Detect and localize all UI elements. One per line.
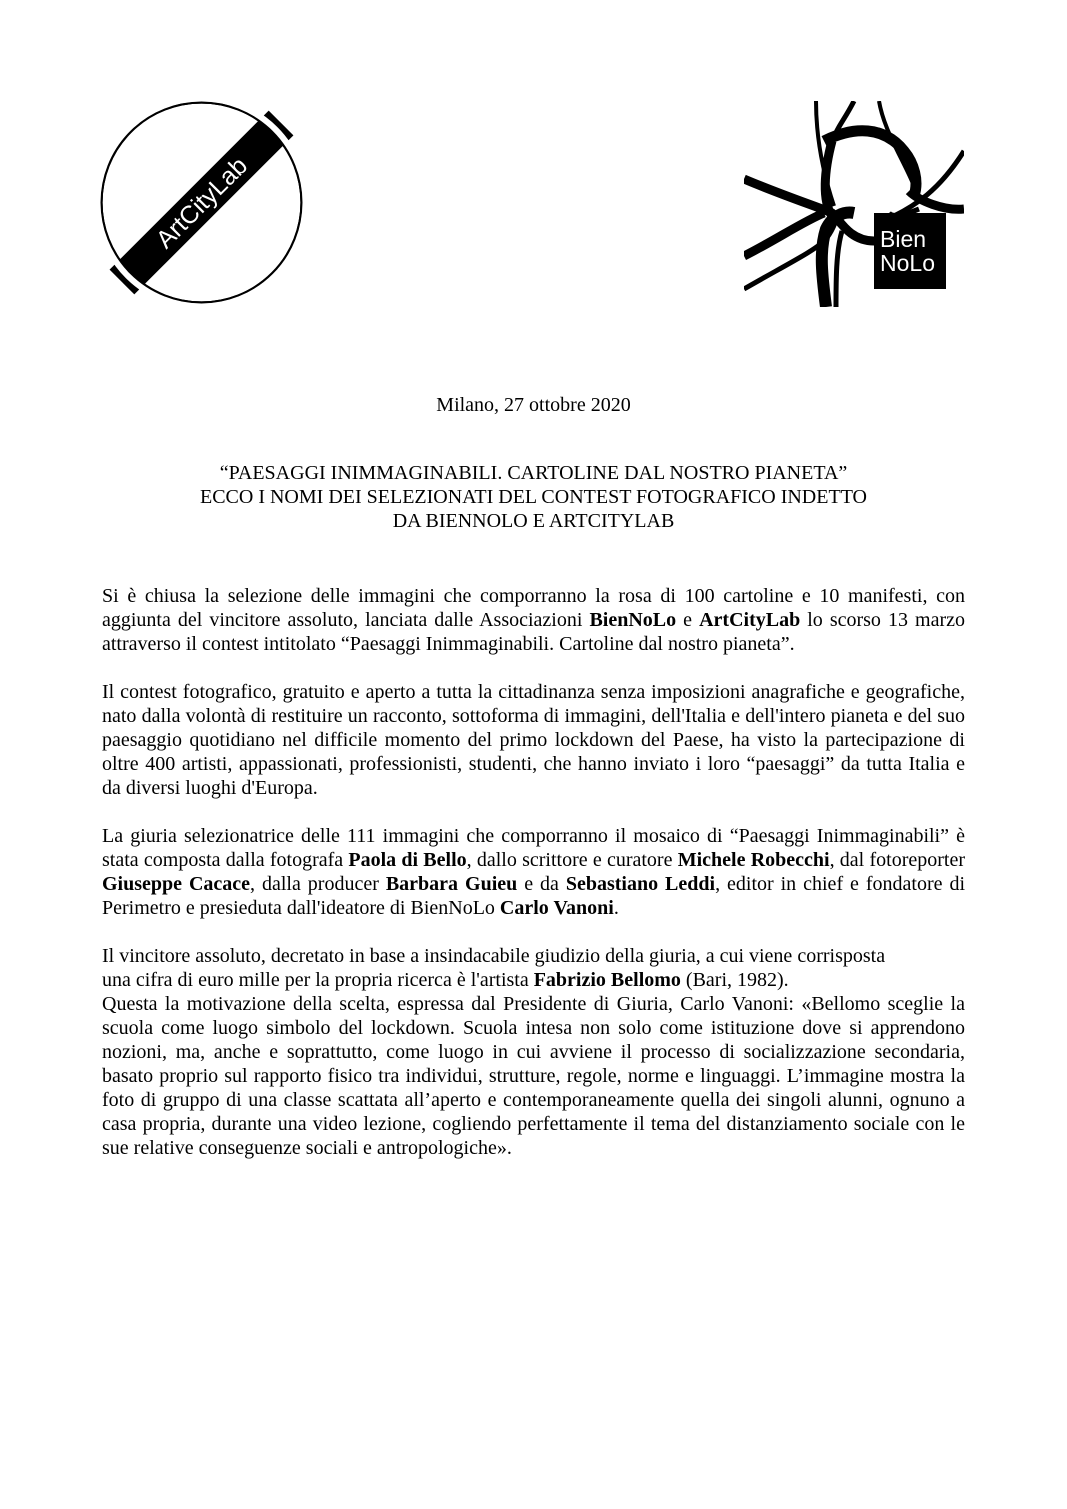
text-span: lo scorso 13 marzo attraverso il contest intitolato “Paesaggi Inimmaginabili. Cartoline dal nostro pianeta”. (102, 609, 965, 655)
paragraph-3 (102, 824, 965, 920)
bold-name: Giuseppe Cacace (102, 873, 251, 895)
text-span: una cifra di euro mille per la propria ricerca è l'artista (102, 969, 534, 991)
text-span: , dal fotoreporter (829, 849, 965, 871)
headline-line-3: DA BIENNOLO E ARTCITYLAB (392, 510, 675, 532)
text-span: e (676, 609, 700, 631)
text-span: e da (517, 873, 566, 895)
biennolo-logo (744, 101, 964, 307)
text-span: , dalla producer (250, 873, 386, 895)
bold-name: BienNoLo (589, 609, 677, 631)
biennolo-badge-text-line2: NoLo (880, 250, 935, 276)
artcitylab-logo (99, 100, 304, 305)
paragraph-2: Il contest fotografico, gratuito e aperto a tutta la cittadinanza senza imposizioni anagrafiche e geografiche, nato dalla volontà di restituire un racconto, sottoforma di immagini, dell'Italia e dell'intero pianeta e del suo paesaggio quotidiano nel difficile momento del primo lockdown del Paese, ha visto la partecipazione di oltre 400 artisti, appassionati, professionisti, studenti, che hanno inviato i loro “paesaggi” da tutta Italia e da diversi luoghi d'Europa. (102, 681, 965, 799)
bold-name: Sebastiano Leddi (565, 873, 716, 895)
artcitylab-logo-text: ArtCityLab (150, 151, 254, 255)
text-span: (Bari, 1982). (680, 969, 789, 991)
bold-name: Carlo Vanoni (499, 897, 614, 919)
paragraph-5: Questa la motivazione della scelta, espressa dal Presidente di Giuria, Carlo Vanoni: «Bellomo sceglie la scuola come luogo simbolo del lockdown. Scuola intesa non solo come istituzione dove si apprendono nozioni, ma, anche e soprattutto, come luogo in cui avviene il processo di socializzazione secondaria, basato proprio sul rapporto fisico tra individui, strutture, regole, norme e linguaggi. L’immagine mostra la foto di gruppo di una classe scattata all’aperto e contemporaneamente quella dei singoli alunni, ognuno a casa propria, durante una video lezione, cogliendo perfettamente il tema del distanziamento sociale con le sue relative conseguenze sociali e antropologiche». (102, 993, 965, 1159)
bold-name: ArtCityLab (699, 609, 801, 631)
headline (0, 461, 1067, 533)
biennolo-badge-text-line1: Bien (880, 226, 927, 252)
bold-name: Fabrizio Bellomo (533, 969, 681, 991)
paragraph-1 (102, 584, 965, 656)
bold-name: Paola di Bello (348, 849, 467, 871)
bold-name: Michele Robecchi (677, 849, 830, 871)
paragraph-4 (102, 944, 965, 992)
bold-name: Barbara Guieu (385, 873, 518, 895)
text-span: , editor in chief e fondatore di Perimetro e presieduta dall'ideatore di BienNoLo (102, 873, 966, 919)
text-span: Il vincitore assoluto, decretato in base a insindacabile giudizio della giuria, a cui viene corrisposta (102, 945, 886, 967)
headline-line-1: “PAESAGGI INIMMAGINABILI. CARTOLINE DAL NOSTRO PIANETA” (219, 462, 848, 484)
dateline: Milano, 27 ottobre 2020 (436, 394, 631, 416)
press-release-body (102, 584, 965, 1184)
text-span: , dallo scrittore e curatore (466, 849, 678, 871)
text-span: La giuria selezionatrice delle 111 immagini che comporranno il mosaico di “Paesaggi Inimmaginabili” è stata composta dalla fotografa (102, 825, 965, 871)
text-span: Si è chiusa la selezione delle immagini che comporranno la rosa di 100 cartoline e 10 manifesti, con aggiunta del vincitore assoluto, lanciata dalle Associazioni (102, 585, 965, 631)
headline-line-2: ECCO I NOMI DEI SELEZIONATI DEL CONTEST FOTOGRAFICO INDETTO (199, 486, 867, 508)
text-span: . (613, 897, 619, 919)
